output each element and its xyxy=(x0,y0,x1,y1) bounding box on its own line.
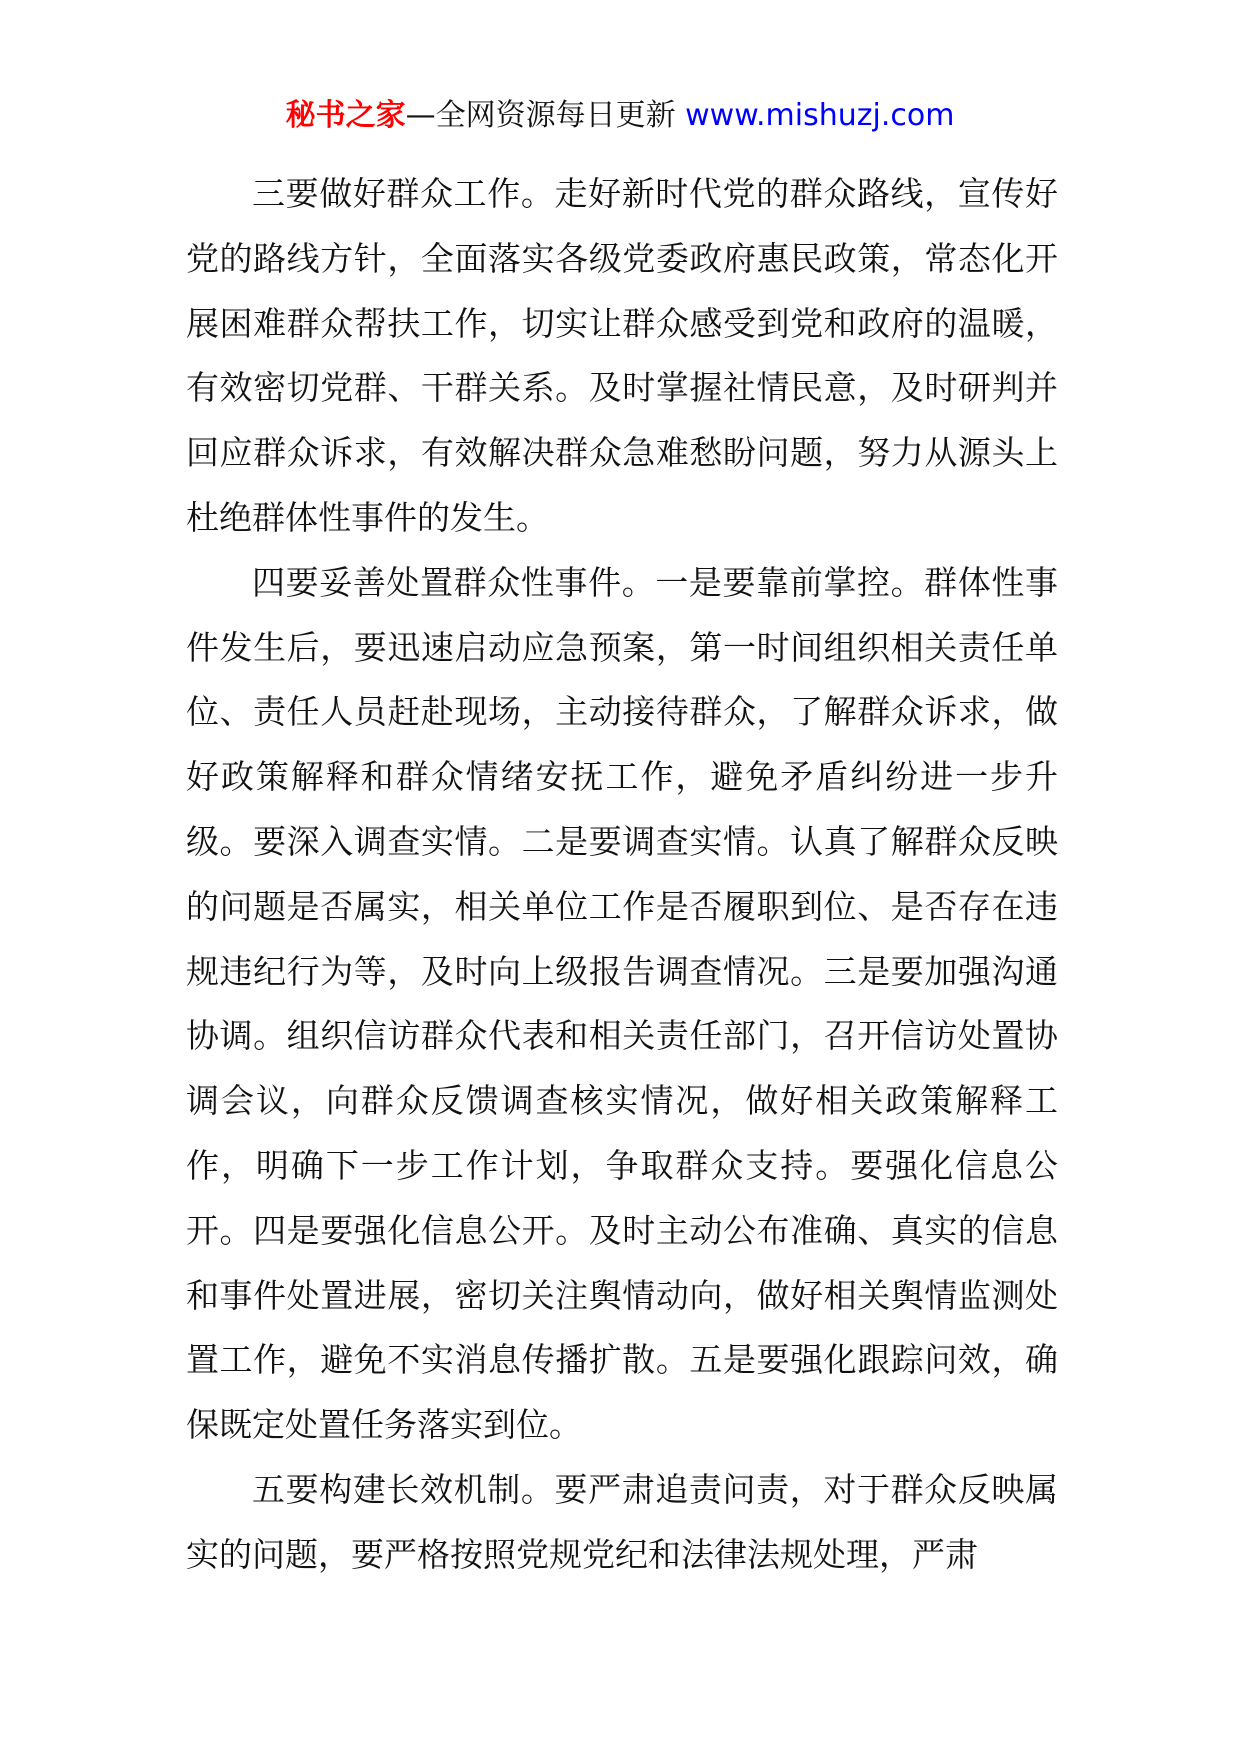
document-body xyxy=(186,162,1058,1588)
brand-name: 秘书之家 xyxy=(285,98,406,133)
site-url-link[interactable]: www.mishuzj.com xyxy=(685,98,955,133)
document-header xyxy=(0,96,1240,136)
paragraph-mass-work: 三要做好群众工作。走好新时代党的群众路线，宣传好党的路线方针，全面落实各级党委政府惠民政策，常态化开展困难群众帮扶工作，切实让群众感受到党和政府的温暖，有效密切党群、干群关系。及时掌握社情民意，及时研判并回应群众诉求，有效解决群众急难愁盼问题，努力从源头上杜绝群体性事件的发生。 xyxy=(186,174,1058,537)
paragraph-long-term-mechanism: 五要构建长效机制。要严肃追责问责，对于群众反映属实的问题，要严格按照党规党纪和法律法规处理，严肃 xyxy=(186,1469,1058,1574)
header-tagline: —全网资源每日更新 xyxy=(405,98,686,133)
paragraph-incident-handling: 四要妥善处置群众性事件。一是要靠前掌控。群体性事件发生后，要迅速启动应急预案，第一时间组织相关责任单位、责任人员赶赴现场，主动接待群众，了解群众诉求，做好政策解释和群众情绪安抚工作，避免矛盾纠纷进一步升级。要深入调查实情。二是要调查实情。认真了解群众反映的问题是否属实，相关单位工作是否履职到位、是否存在违规违纪行为等，及时向上级报告调查情况。三是要加强沟通协调。组织信访群众代表和相关责任部门，召开信访处置协调会议，向群众反馈调查核实情况，做好相关政策解释工作，明确下一步工作计划，争取群众支持。要强化信息公开。四是要强化信息公开。及时主动公布准确、真实的信息和事件处置进展，密切关注舆情动向，做好相关舆情监测处置工作，避免不实消息传播扩散。五是要强化跟踪问效，确保既定处置任务落实到位。 xyxy=(186,562,1058,1445)
